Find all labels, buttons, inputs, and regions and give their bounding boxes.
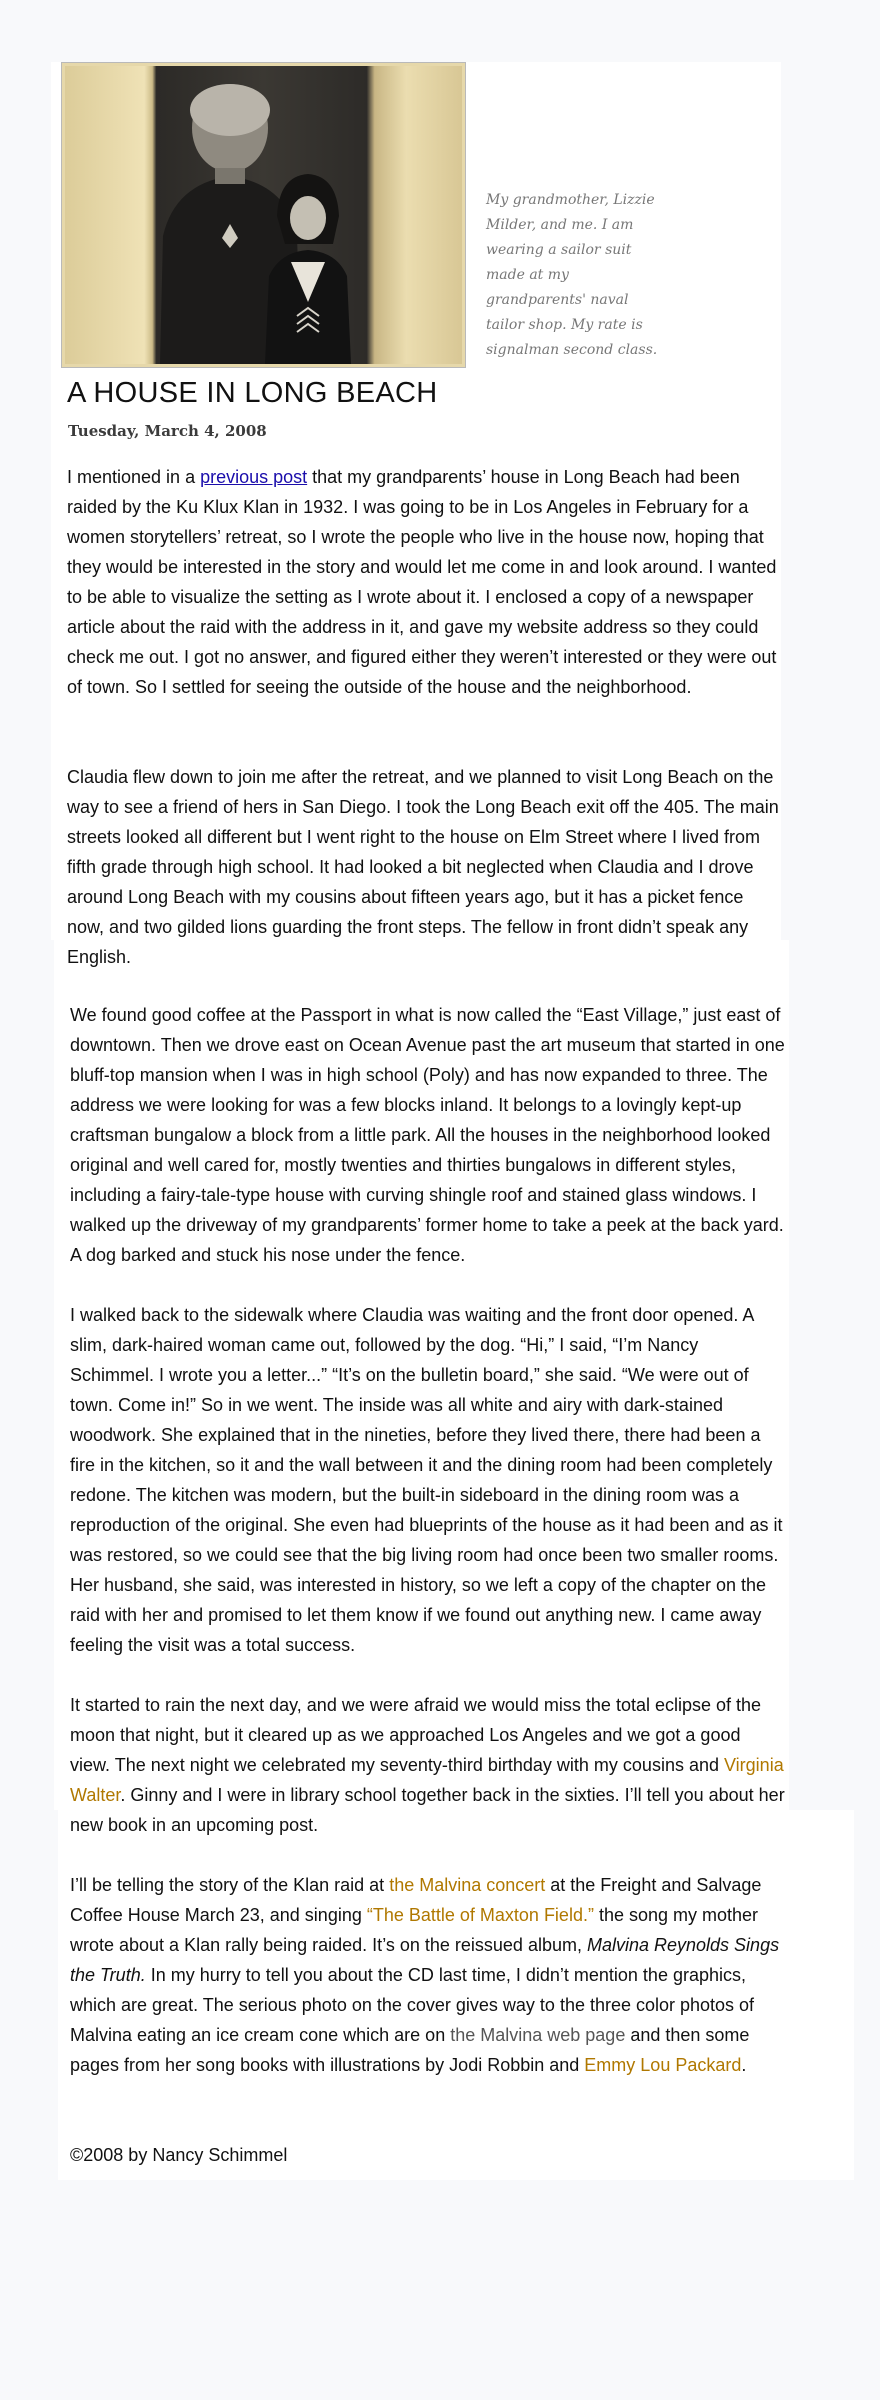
portrait-photo-icon <box>65 66 462 364</box>
malvina-concert-link[interactable]: the Malvina concert <box>389 1875 546 1895</box>
paragraph-text: that my grandparents’ house in Long Beach had been raided by the Ku Klux Klan in 1932. I was going to be in Los Angeles in February for a women storytellers’ retreat, so I wrote the people who live in the house now, hoping that they would be interested in the story and would let me come in and look around. I wanted to be able to visualize the setting as I wrote about it. I enclosed a copy of a newspaper article about the raid with the address in it, and gave my website address so they could check me out. I got no answer, and figured either they weren’t interested or they were out of town. So I settled for seeing the outside of the house and the neighborhood. <box>67 467 777 697</box>
page-title: A HOUSE IN LONG BEACH <box>67 377 438 409</box>
paragraph-text: . Ginny and I were in library school together back in the sixties. I’ll tell you about her new book in an upcoming post. <box>70 1785 785 1835</box>
paragraph-text: I’ll be telling the story of the Klan raid at <box>70 1875 390 1895</box>
paragraph-text: at the Freight and Salvage Coffee House March 23, and singing <box>70 1875 762 1925</box>
paragraph <box>70 1690 785 1840</box>
emmy-lou-packard-link[interactable]: Emmy Lou Packard <box>584 2055 742 2075</box>
malvina-web-page-link[interactable]: the Malvina web page <box>450 2025 626 2045</box>
paragraph-text: the song my mother wrote about a Klan rally being raided. It’s on the reissued album, <box>70 1905 759 1955</box>
album-title: Malvina Reynolds Sings the Truth. <box>70 1935 780 1985</box>
paragraph-text: It started to rain the next day, and we were afraid we would miss the total eclipse of the moon that night, but it cleared up as we approached Los Angeles and we got a good view. The next night we celebrated my seventy-third birthday with my cousins and <box>70 1695 762 1775</box>
paragraph <box>67 462 779 702</box>
copyright: ©2008 by Nancy Schimmel <box>70 2145 288 2165</box>
previous-post-link[interactable]: previous post <box>200 467 308 487</box>
virginia-walter-link[interactable]: Virginia Walter <box>70 1755 784 1805</box>
paragraph: I walked back to the sidewalk where Claudia was waiting and the front door opened. A slim, dark-haired woman came out, followed by the dog. “Hi,” I said, “I’m Nancy Schimmel. I wrote you a letter...” “It’s on the bulletin board,” she said. “We were out of town. Come in!” So in we went. The inside was all white and airy with dark-stained woodwork. She explained that in the nineties, before they lived there, there had been a fire in the kitchen, so it and the wall between it and the dining room had been completely redone. The kitchen was modern, but the built-in sideboard in the dining room was a reproduction of the original. She even had blueprints of the house as it had been and as it was restored, so we could see that the big living room had once been two smaller rooms. Her husband, she said, was interested in history, so we left a copy of the chapter on the raid with her and promised to let them know if we found out anything new. I came away feeling the visit was a total success. <box>70 1305 783 1655</box>
paragraph <box>70 1870 782 2080</box>
portrait-photo <box>61 62 466 368</box>
paragraph: We found good coffee at the Passport in what is now called the “East Village,” just east of downtown. Then we drove east on Ocean Avenue past the art museum that started in one bluff-top mansion when I was in high school (Poly) and has now expanded to three. The address we were looking for was a few blocks inland. It belongs to a lovingly kept-up craftsman bungalow a block from a little park. All the houses in the neighborhood looked original and well cared for, mostly twenties and thirties bungalows in different styles, including a fairy-tale-type house with curving shingle roof and stained glass windows. I walked up the driveway of my grandparents’ former home to take a peek at the back yard. A dog barked and stuck his nose under the fence. <box>70 1005 785 1265</box>
photo-caption: My grandmother, Lizzie Milder, and me. I am wearing a sailor suit made at my grandparents' naval tailor shop. My rate is signalman second class. <box>486 192 658 358</box>
paragraph-text: and then some pages from her song books with illustrations by Jodi Robbin and <box>70 2025 750 2075</box>
post-date: Tuesday, March 4, 2008 <box>68 422 267 440</box>
paragraph-text: I mentioned in a <box>67 467 201 487</box>
battle-of-maxton-field-link[interactable]: “The Battle of Maxton Field.” <box>366 1905 594 1925</box>
paragraph: Claudia flew down to join me after the retreat, and we planned to visit Long Beach on the way to see a friend of hers in San Diego. I took the Long Beach exit off the 405. The main streets looked all different but I went right to the house on Elm Street where I lived from fifth grade through high school. It had looked a bit neglected when Claudia and I drove around Long Beach with my cousins about fifteen years ago, but it has a picket fence now, and two gilded lions guarding the front steps. The fellow in front didn’t speak any English. <box>67 767 779 967</box>
paragraph-text: . <box>741 2055 747 2075</box>
paragraph-text: In my hurry to tell you about the CD last time, I didn’t mention the graphics, which are great. The serious photo on the cover gives way to the three color photos of Malvina eating an ice cream cone which are on <box>70 1965 755 2045</box>
